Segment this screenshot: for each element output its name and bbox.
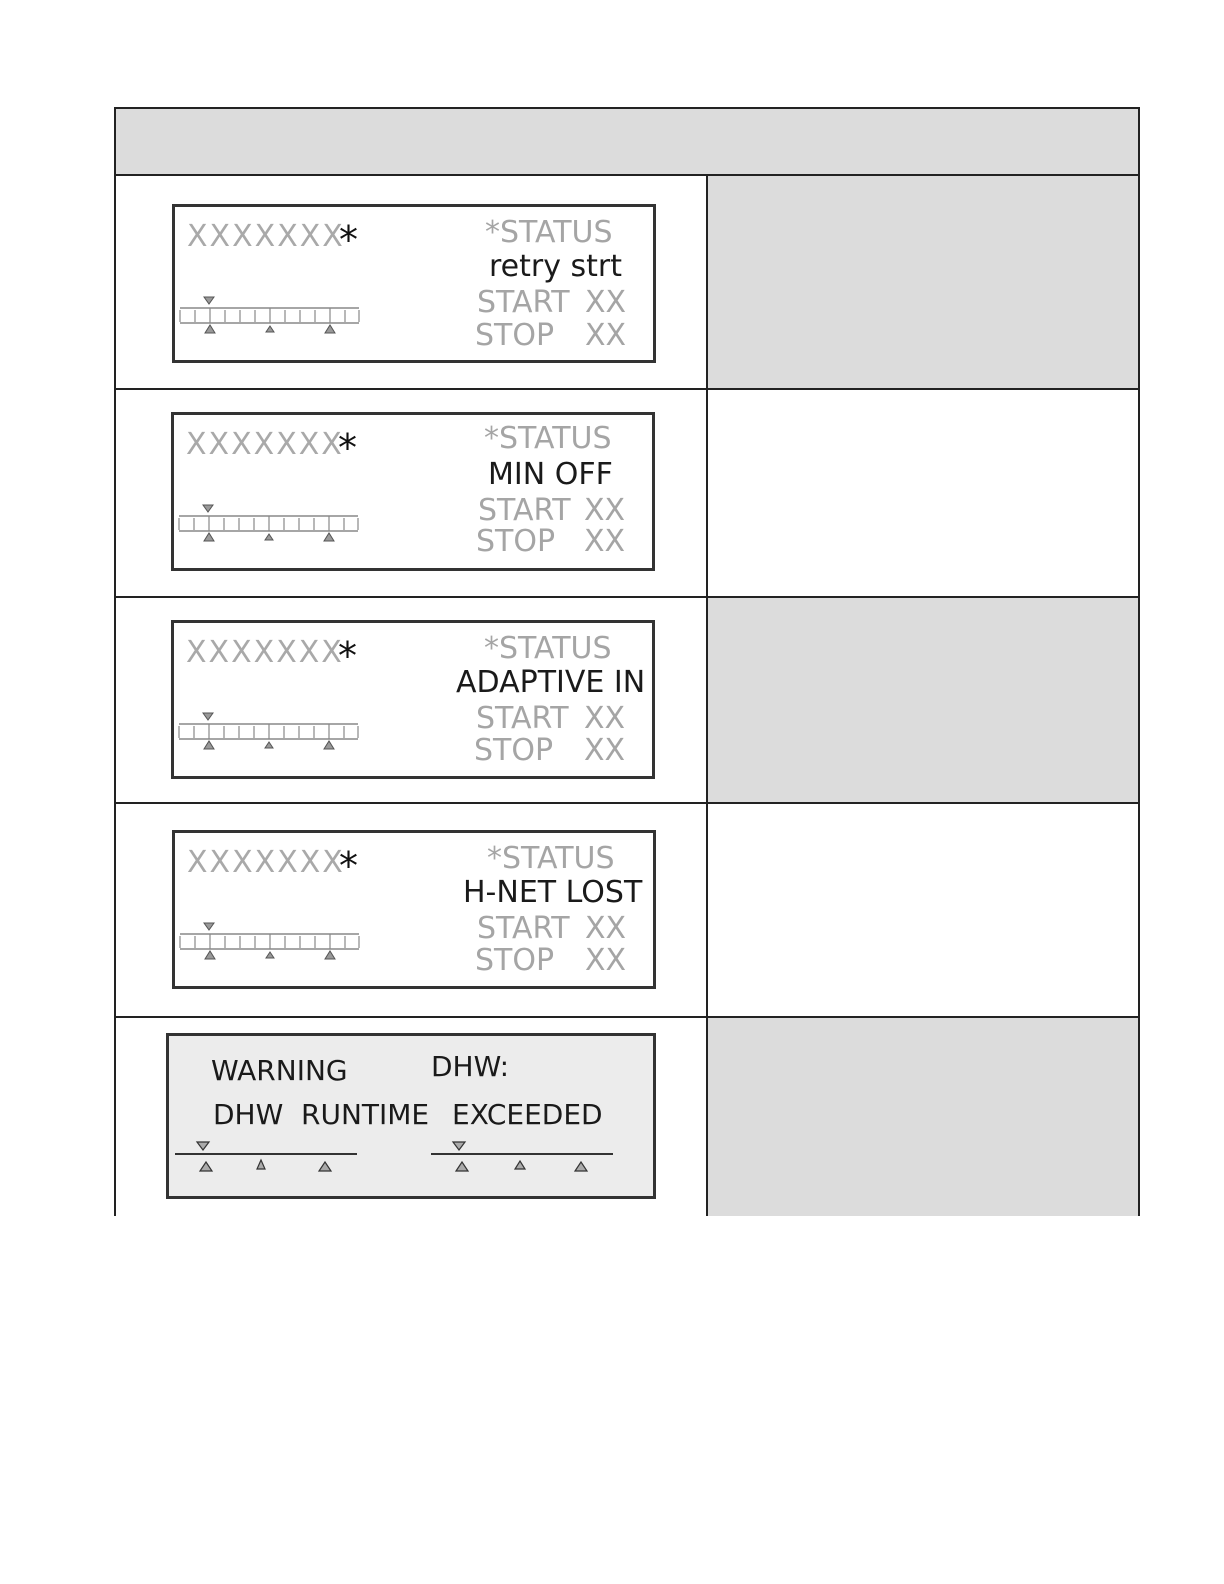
status-value: MIN OFF — [488, 457, 613, 492]
dhw-label: DHW: — [431, 1050, 510, 1083]
start-value: XX — [585, 911, 627, 946]
stop-label: STOP — [474, 733, 554, 768]
stop-label: STOP — [475, 318, 555, 353]
table-header — [116, 109, 1138, 176]
bar-scale-graphic — [429, 1140, 615, 1174]
status-label: *STATUS — [485, 215, 613, 250]
display-cell — [116, 176, 708, 388]
table-row — [116, 390, 1138, 598]
table-row — [116, 1018, 1138, 1216]
stop-label: STOP — [475, 943, 555, 978]
asterisk-icon: * — [338, 634, 357, 678]
bar-scale-graphic — [179, 921, 361, 961]
description-cell — [708, 804, 1138, 1016]
stop-value: XX — [584, 524, 626, 559]
start-value: XX — [585, 285, 627, 320]
status-label: *STATUS — [484, 631, 612, 666]
bar-scale-graphic — [178, 503, 360, 543]
bar-scale-graphic — [173, 1140, 359, 1174]
start-value: XX — [584, 701, 626, 736]
description-cell — [708, 598, 1138, 802]
status-label: *STATUS — [484, 421, 612, 456]
start-label: START — [477, 911, 570, 946]
start-label: START — [478, 493, 571, 528]
asterisk-icon: * — [339, 844, 358, 888]
description-cell — [708, 176, 1138, 388]
unit-code: XXXXXXX — [187, 845, 345, 880]
stop-label: STOP — [476, 524, 556, 559]
lcd-display — [172, 204, 656, 363]
warning-lcd-display — [166, 1033, 656, 1199]
lcd-display — [171, 620, 655, 779]
stop-value: XX — [584, 733, 626, 768]
description-cell — [708, 390, 1138, 596]
unit-code: XXXXXXX — [187, 219, 345, 254]
asterisk-icon: * — [338, 426, 357, 470]
stop-value: XX — [585, 943, 627, 978]
table-row — [116, 176, 1138, 390]
runtime-word: RUNTIME — [301, 1098, 430, 1131]
table-row — [116, 804, 1138, 1018]
display-cell — [116, 804, 708, 1016]
table-row — [116, 598, 1138, 804]
start-label: START — [476, 701, 569, 736]
status-value: H-NET LOST — [463, 875, 643, 910]
bar-scale-graphic — [179, 295, 361, 335]
display-cell — [116, 1018, 708, 1216]
status-label: *STATUS — [487, 841, 615, 876]
warning-word: WARNING — [211, 1054, 348, 1087]
description-cell — [708, 1018, 1138, 1216]
unit-code: XXXXXXX — [186, 427, 344, 462]
start-value: XX — [584, 493, 626, 528]
dhw-word: DHW — [213, 1098, 284, 1131]
display-cell — [116, 598, 708, 802]
lcd-display — [172, 830, 656, 989]
start-label: START — [477, 285, 570, 320]
bar-scale-graphic — [178, 711, 360, 751]
stop-value: XX — [585, 318, 627, 353]
lcd-display — [171, 412, 655, 571]
status-table — [114, 107, 1140, 1216]
asterisk-icon: * — [339, 218, 358, 262]
status-value: ADAPTIVE IN — [456, 665, 646, 700]
unit-code: XXXXXXX — [186, 635, 344, 670]
display-cell — [116, 390, 708, 596]
status-value: retry strt — [489, 249, 623, 284]
exceeded-word: EXCEEDED — [452, 1098, 603, 1131]
